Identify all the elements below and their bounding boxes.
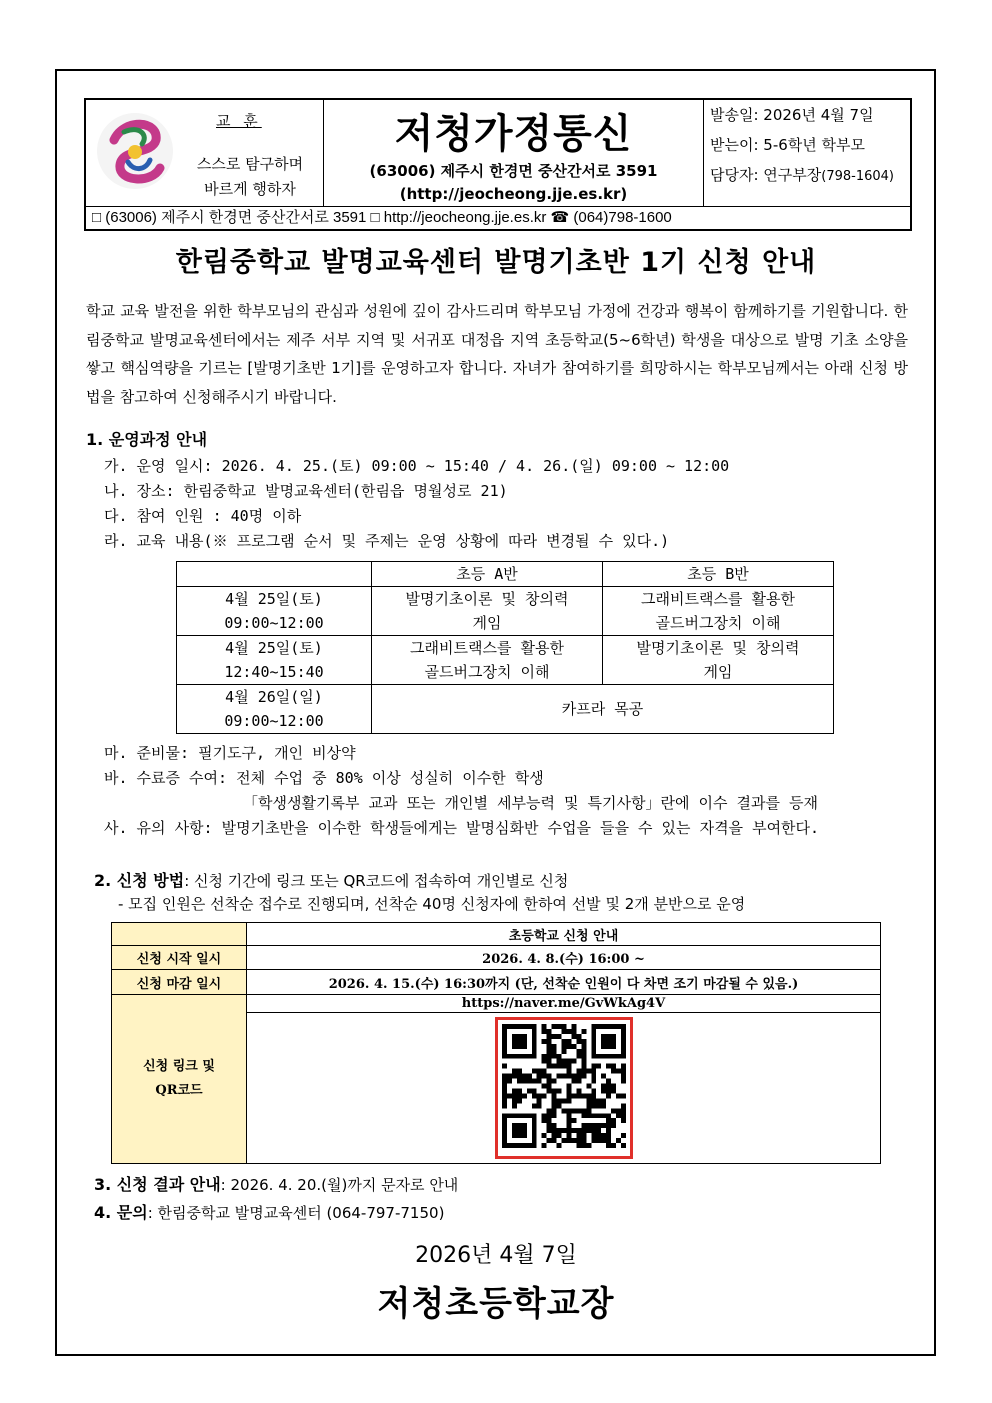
- document-title: 한림중학교 발명교육센터 발명기초반 1기 신청 안내: [175, 247, 817, 278]
- manager-label: 담당자: 연구부장: [710, 166, 822, 184]
- section-1-item-a: 가. 운영 일시: 2026. 4. 25.(토) 09:00 ~ 15:40 / 4. 26.(일) 09:00 ~ 12:00: [104, 457, 730, 475]
- motto-box: [86, 100, 324, 206]
- send-info-box: [704, 100, 910, 206]
- row-time: 09:00~12:00: [224, 614, 324, 632]
- table-cell: [603, 587, 834, 636]
- section-1-item-b: 나. 장소: 한림중학교 발명교육센터(한림읍 명월성로 21): [104, 482, 508, 500]
- closing-date: 2026년 4월 7일: [415, 1243, 577, 1268]
- cell-line: 골드버그장치 이해: [655, 614, 781, 632]
- newsletter-header: [84, 98, 912, 231]
- end-label: 신청 마감 일시: [112, 970, 247, 995]
- cell-line: 발명기초이론 및 창의력: [636, 639, 800, 657]
- table-cell-date: [177, 636, 372, 685]
- recipient: 받는이: 5-6학년 학부모: [710, 136, 866, 154]
- start-value: 2026. 4. 8.(수) 16:00 ~: [247, 946, 881, 970]
- cell-line: 게임: [472, 614, 502, 632]
- manager: [704, 160, 910, 192]
- section-1-heading: 1. 운영과정 안내: [86, 430, 208, 449]
- table-row: [177, 562, 834, 587]
- section-2-heading: [94, 868, 568, 891]
- section-1-item-e: 마. 준비물: 필기도구, 개인 비상약: [104, 744, 356, 762]
- motto-title: 교 훈: [216, 112, 262, 130]
- cell-line: 골드버그장치 이해: [424, 663, 550, 681]
- application-table: [111, 922, 881, 1164]
- section-4-description: : 한림중학교 발명교육센터 (064-797-7150): [147, 1204, 445, 1222]
- cell-line: 게임: [703, 663, 733, 681]
- row-time: 12:40~15:40: [224, 663, 324, 681]
- section-1-item-c: 다. 참여 인원 : 40명 이하: [104, 507, 302, 525]
- cell-line: 발명기초이론 및 창의력: [405, 590, 569, 608]
- newsletter-title: 저청가정통신: [394, 111, 633, 157]
- table-header-class-b: 초등 B반: [603, 562, 834, 587]
- motto-text: [180, 152, 320, 202]
- newsletter-title-box: [324, 100, 704, 206]
- table-row: [112, 946, 881, 970]
- section-4-title: 4. 문의: [94, 1203, 148, 1222]
- section-2-title: 2. 신청 방법: [94, 871, 185, 890]
- table-cell: [603, 636, 834, 685]
- section-2-note: - 모집 인원은 선착순 접수로 진행되며, 선착순 40명 신청자에 한하여 선발 및 2개 분반으로 운영: [118, 895, 746, 913]
- row-date: 4월 26일(일): [225, 688, 323, 706]
- link-label: [112, 995, 247, 1164]
- section-3-description: : 2026. 4. 20.(월)까지 문자로 안내: [220, 1176, 459, 1194]
- link-label-line-2: QR코드: [155, 1083, 203, 1098]
- section-2-description: : 신청 기간에 링크 또는 QR코드에 접속하여 개인별로 신청: [184, 872, 569, 890]
- school-logo: [94, 110, 176, 192]
- school-website: (http://jeocheong.jje.es.kr): [399, 185, 628, 203]
- section-4-heading: [94, 1200, 444, 1223]
- signup-link[interactable]: https://naver.me/GvWkAg4V: [247, 995, 881, 1013]
- contact-line: □ (63006) 제주시 한경면 중산간서로 3591 □ http://jeocheong.jje.es.kr ☎ (064)798-1600: [86, 206, 910, 229]
- section-3-heading: [94, 1172, 458, 1195]
- section-1-item-f-note: 「학생생활기록부 교과 또는 개인별 세부능력 및 특기사항」란에 이수 결과를 등재: [243, 794, 818, 812]
- school-address: (63006) 제주시 한경면 중산간서로 3591: [369, 162, 658, 180]
- section-1-item-d: 라. 교육 내용(※ 프로그램 순서 및 주제는 운영 상황에 따라 변경될 수 있다.): [104, 532, 670, 550]
- table-row: [112, 923, 881, 946]
- row-date: 4월 25일(토): [225, 590, 323, 608]
- table-row: [177, 685, 834, 734]
- start-label: 신청 시작 일시: [112, 946, 247, 970]
- table-row: [177, 587, 834, 636]
- cell-line: 그래비트랙스를 활용한: [410, 639, 564, 657]
- intro-paragraph: 학교 교육 발전을 위한 학부모님의 관심과 성원에 깊이 감사드리며 학부모님 가정에 건강과 행복이 함께하기를 기원합니다. 한림중학교 발명교육센터에서는 제주 서부 지역 및 서귀포 대정읍 지역 초등학교(5~6학년) 학생을 대상으로 발명 기초 소양을 쌓고 핵심역량을 기르는 [발명기초반 1기]를 운영하고자 합니다. 자녀가 참여하기를 희망하시는 학부모님께서는 아래 신청 방법을 참고하여 신청해주시기 바랍니다.: [86, 302, 908, 406]
- closing-signature: 저청초등학교장: [377, 1284, 615, 1324]
- row-time: 09:00~12:00: [224, 712, 324, 730]
- table-row: [112, 970, 881, 995]
- section-1-item-f: 바. 수료증 수여: 전체 수업 중 80% 이상 성실히 이수한 학생: [104, 769, 544, 787]
- motto-line-1: 스스로 탐구하며: [196, 155, 304, 173]
- section-3-title: 3. 신청 결과 안내: [94, 1175, 221, 1194]
- qr-code-icon: [502, 1024, 626, 1148]
- table-cell-date: [177, 685, 372, 734]
- table-cell-date: [177, 587, 372, 636]
- table-cell-merged: 카프라 목공: [372, 685, 834, 734]
- table-header-class-a: 초등 A반: [372, 562, 603, 587]
- table-header-empty: [177, 562, 372, 587]
- link-label-line-1: 신청 링크 및: [143, 1059, 215, 1074]
- motto-line-2: 바르게 행하자: [204, 180, 296, 198]
- row-date: 4월 25일(토): [225, 639, 323, 657]
- cell-line: 그래비트랙스를 활용한: [641, 590, 795, 608]
- end-value: 2026. 4. 15.(수) 16:30까지 (단, 선착순 인원이 다 차면 조기 마감될 수 있음.): [247, 970, 881, 995]
- section-1-item-g: 사. 유의 사항: 발명기초반을 이수한 학생들에게는 발명심화반 수업을 들을 수 있는 자격을 부여한다.: [104, 819, 820, 837]
- qr-cell: [247, 1013, 881, 1164]
- qr-code-frame[interactable]: [495, 1017, 633, 1159]
- table-cell: [372, 636, 603, 685]
- manager-phone: (798-1604): [821, 169, 894, 184]
- table-row: [177, 636, 834, 685]
- table-cell: [372, 587, 603, 636]
- table-row: [112, 995, 881, 1013]
- send-date: 발송일: 2026년 4월 7일: [710, 106, 874, 124]
- application-table-title: 초등학교 신청 안내: [247, 923, 881, 946]
- schedule-table: [176, 561, 834, 734]
- table-header-empty: [112, 923, 247, 946]
